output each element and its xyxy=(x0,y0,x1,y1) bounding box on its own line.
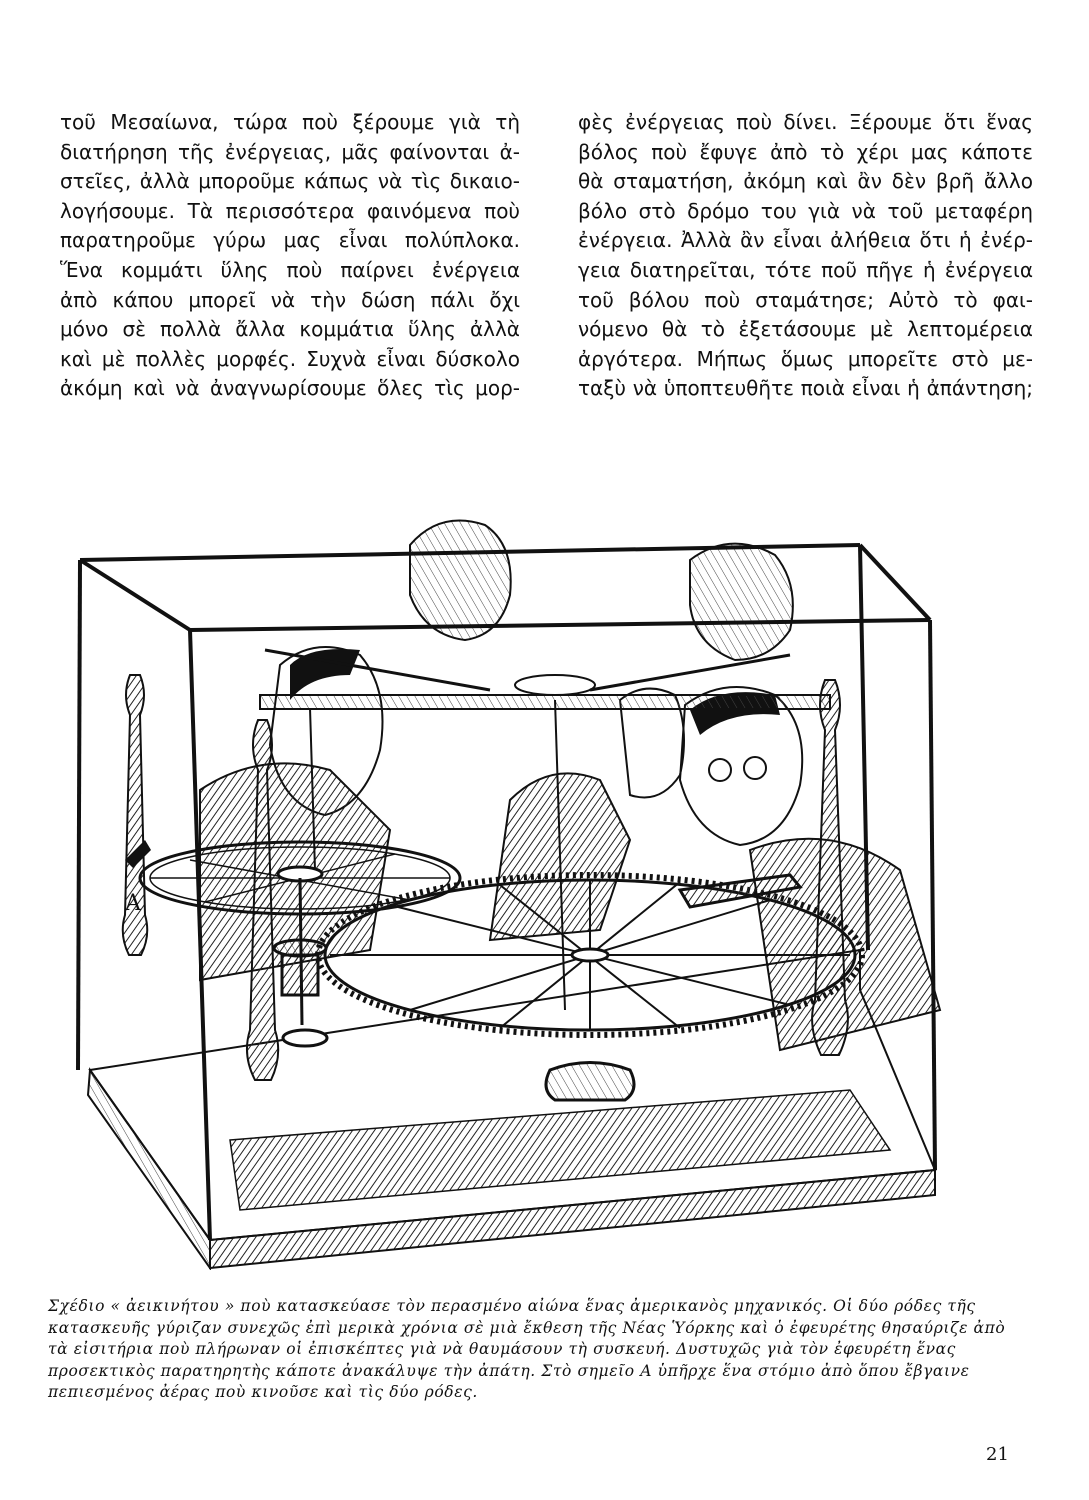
caption-line: πεπιεσμένος ἀέρας ποὺ κινοῦσε καὶ τὶς δύο ρόδες. xyxy=(48,1383,478,1401)
text-line: θὰ σταματήση, ἀκόμη καὶ ἂν δὲν βρῆ ἄλλο xyxy=(578,169,1033,194)
text-line: τοῦ Μεσαίωνα, τώρα ποὺ ξέρουμε γιὰ τὴ xyxy=(60,110,520,134)
figure-caption xyxy=(48,1296,1038,1404)
text-line: στεῖες, ἀλλὰ μποροῦμε κάπως νὰ τὶς δικαιο- xyxy=(60,169,520,194)
text-line: τοῦ βόλου ποὺ σταμάτησε; Αὐτὸ τὸ φαι- xyxy=(578,287,1033,312)
caption-line: προσεκτικὸς παρατηρητὴς κάποτε ἀνακάλυψε τὴν ἀπάτη. Στὸ σημεῖο Α ὑπῆρχε ἕνα στόμιο ἀπὸ ὅπου ἔβγαινε xyxy=(48,1361,970,1380)
text-line: ἐνέργεια. Ἀλλὰ ἂν εἶναι ἀλήθεια ὅτι ἡ ἐνέρ- xyxy=(578,228,1033,253)
text-line: λογήσουμε. Τὰ περισσότερα φαινόμενα ποὺ xyxy=(60,198,520,223)
text-line: ταξὺ νὰ ὑποπτευθῆτε ποιὰ εἶναι ἡ ἀπάντηση; xyxy=(578,376,1033,401)
body-text-right-column xyxy=(578,108,1033,404)
caption-line: κατασκευῆς γύριζαν συνεχῶς ἐπὶ μερικὰ χρόνια σὲ μιὰ ἔκθεση τῆς Νέας Ὑόρκης καὶ ὁ ἐφευρέτης θησαύριζε ἀπὸ xyxy=(48,1318,1006,1337)
text-line: βόλος ποὺ ἔφυγε ἀπὸ τὸ χέρι μας κάποτε xyxy=(578,139,1033,164)
text-line: νόμενο θὰ τὸ ἐξετάσουμε μὲ λεπτομέρεια xyxy=(578,317,1033,342)
text-line: διατήρηση τῆς ἐνέργειας, μᾶς φαίνονται ἀ- xyxy=(60,139,520,164)
page-number: 21 xyxy=(986,1444,1009,1465)
text-line: καὶ μὲ πολλὲς μορφές. Συχνὰ εἶναι δύσκολο xyxy=(60,346,520,371)
text-line: βόλο στὸ δρόμο του γιὰ νὰ τοῦ μεταφέρη xyxy=(578,198,1033,223)
text-line: φὲς ἐνέργειας ποὺ δίνει. Ξέρουμε ὅτι ἕνας xyxy=(578,110,1033,134)
caption-line: τὰ εἰσιτήρια ποὺ πλήρωναν οἱ ἐπισκέπτες γιὰ νὰ θαυμάσουν τὴ συσκευή. Δυστυχῶς γιὰ τὸν ἐφευρέτη ἕνας xyxy=(48,1340,956,1358)
text-line: ἀκόμη καὶ νὰ ἀναγνωρίσουμε ὅλες τὶς μορ- xyxy=(60,376,520,401)
text-line: παρατηροῦμε γύρω μας εἶναι πολύπλοκα. xyxy=(60,228,520,253)
text-line: ἀπὸ κάπου μπορεῖ νὰ τὴν δώση πάλι ὄχι xyxy=(60,287,520,312)
text-line: ἀργότερα. Μήπως ὅμως μπορεῖτε στὸ με- xyxy=(578,346,1033,371)
body-text-left-column xyxy=(60,108,520,404)
perpetual-motion-engraving xyxy=(30,450,1060,1270)
text-line: γεια διατηρεῖται, τότε ποῦ πῆγε ἡ ἐνέργεια xyxy=(578,257,1033,282)
text-line: Ἕνα κομμάτι ὕλης ποὺ παίρνει ἐνέργεια xyxy=(60,257,520,282)
caption-line: Σχέδιο « ἀεικινήτου » ποὺ κατασκεύασε τὸν περασμένο αἰώνα ἕνας ἀμερικανὸς μηχανικός. Οἱ δύο ρόδες τῆς xyxy=(48,1297,976,1315)
point-a-label: A xyxy=(125,891,141,916)
text-line: μόνο σὲ πολλὰ ἄλλα κομμάτια ὕλης ἀλλὰ xyxy=(60,317,520,342)
